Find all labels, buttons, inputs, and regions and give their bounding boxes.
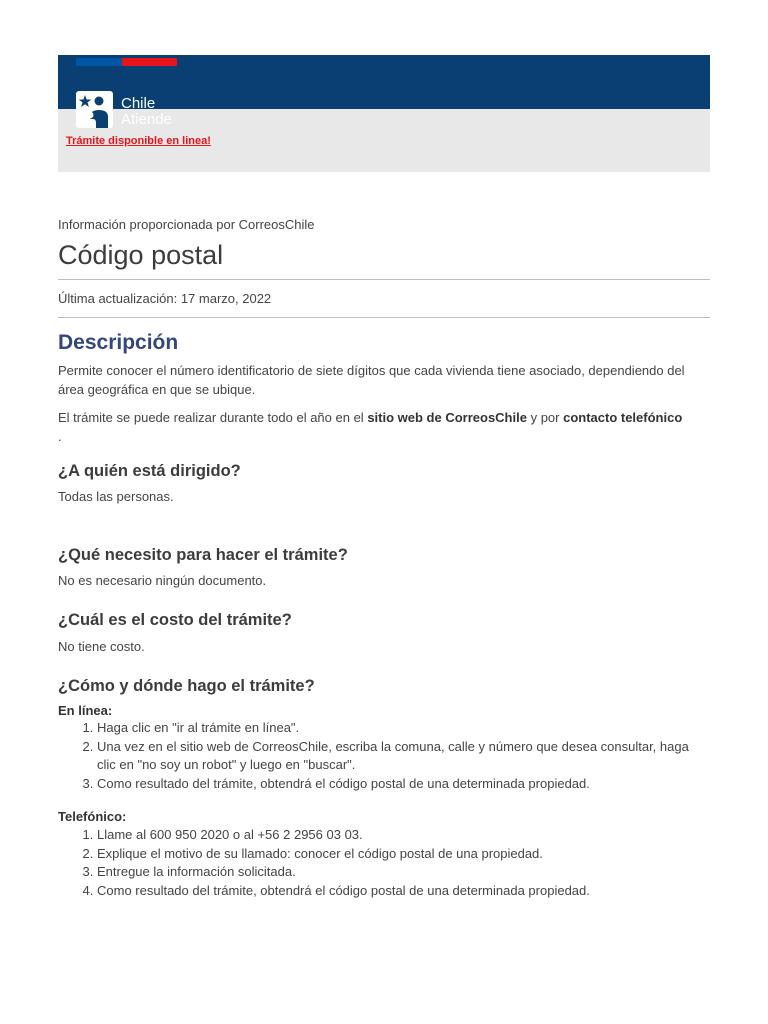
list-item: 1. Llame al 600 950 2020 o al +56 2 2956 03 03. <box>97 826 708 845</box>
audience-text: Todas las personas. <box>58 489 174 504</box>
audience-heading: ¿A quién está dirigido? <box>58 462 241 480</box>
availability-text-pre: El trámite se puede realizar durante todo el año en el <box>58 410 368 425</box>
flag-stripe-blue <box>76 58 122 66</box>
phone-label: Telefónico: <box>58 809 127 824</box>
description-heading: Descripción <box>58 331 179 354</box>
header-banner <box>58 55 710 172</box>
phone-contact-link[interactable]: contacto telefónico <box>563 410 683 425</box>
list-item: 4. Como resultado del trámite, obtendrá el código postal de una determinada propiedad. <box>97 882 708 901</box>
logo-text-chile: Chile <box>121 95 156 112</box>
chileatiende-logo-icon <box>76 91 113 128</box>
correoschile-website-link[interactable]: sitio web de CorreosChile <box>367 410 527 425</box>
phone-steps-list <box>58 826 708 900</box>
list-item: 2. Una vez en el sitio web de CorreosChile, escriba la comuna, calle y número que desea consultar, haga clic en "no soy un robot" y luego en "buscar". <box>97 738 708 775</box>
how-heading: ¿Cómo y dónde hago el trámite? <box>58 677 315 695</box>
page <box>58 55 710 898</box>
list-item: 3. Entregue la información solicitada. <box>97 863 708 882</box>
last-updated: Última actualización: 17 marzo, 2022 <box>58 291 272 306</box>
availability-text-end: . <box>58 429 62 444</box>
provider-info: Información proporcionada por CorreosChile <box>58 217 315 232</box>
list-item: 3. Como resultado del trámite, obtendrá el código postal de una determinada propiedad. <box>97 775 708 794</box>
requirements-heading: ¿Qué necesito para hacer el trámite? <box>58 546 348 564</box>
requirements-text: No es necesario ningún documento. <box>58 573 267 588</box>
online-procedure-link[interactable]: Trámite disponible en linea! <box>66 135 211 147</box>
cost-heading: ¿Cuál es el costo del trámite? <box>58 611 292 629</box>
page-title: Código postal <box>58 240 224 270</box>
description-availability <box>58 408 708 446</box>
online-label: En línea: <box>58 703 113 718</box>
logo-text-atiende: Atiende <box>121 111 172 128</box>
list-item: 1. Haga clic en "ir al trámite en línea". <box>97 719 708 738</box>
list-item: 2. Explique el motivo de su llamado: conocer el código postal de una propiedad. <box>97 845 708 864</box>
chileatiende-logo[interactable] <box>76 91 196 131</box>
availability-text-mid: y por <box>526 410 564 425</box>
header-bar <box>58 55 710 128</box>
description-text: Permite conocer el número identificatorio de siete dígitos que cada vivienda tiene asociado, dependiendo del área geográfica en que se ubique. <box>58 363 685 397</box>
cost-text: No tiene costo. <box>58 639 145 654</box>
divider-top <box>58 279 710 280</box>
divider-bottom <box>58 317 710 318</box>
flag-stripe-red <box>122 58 177 66</box>
online-steps-list <box>58 719 708 793</box>
